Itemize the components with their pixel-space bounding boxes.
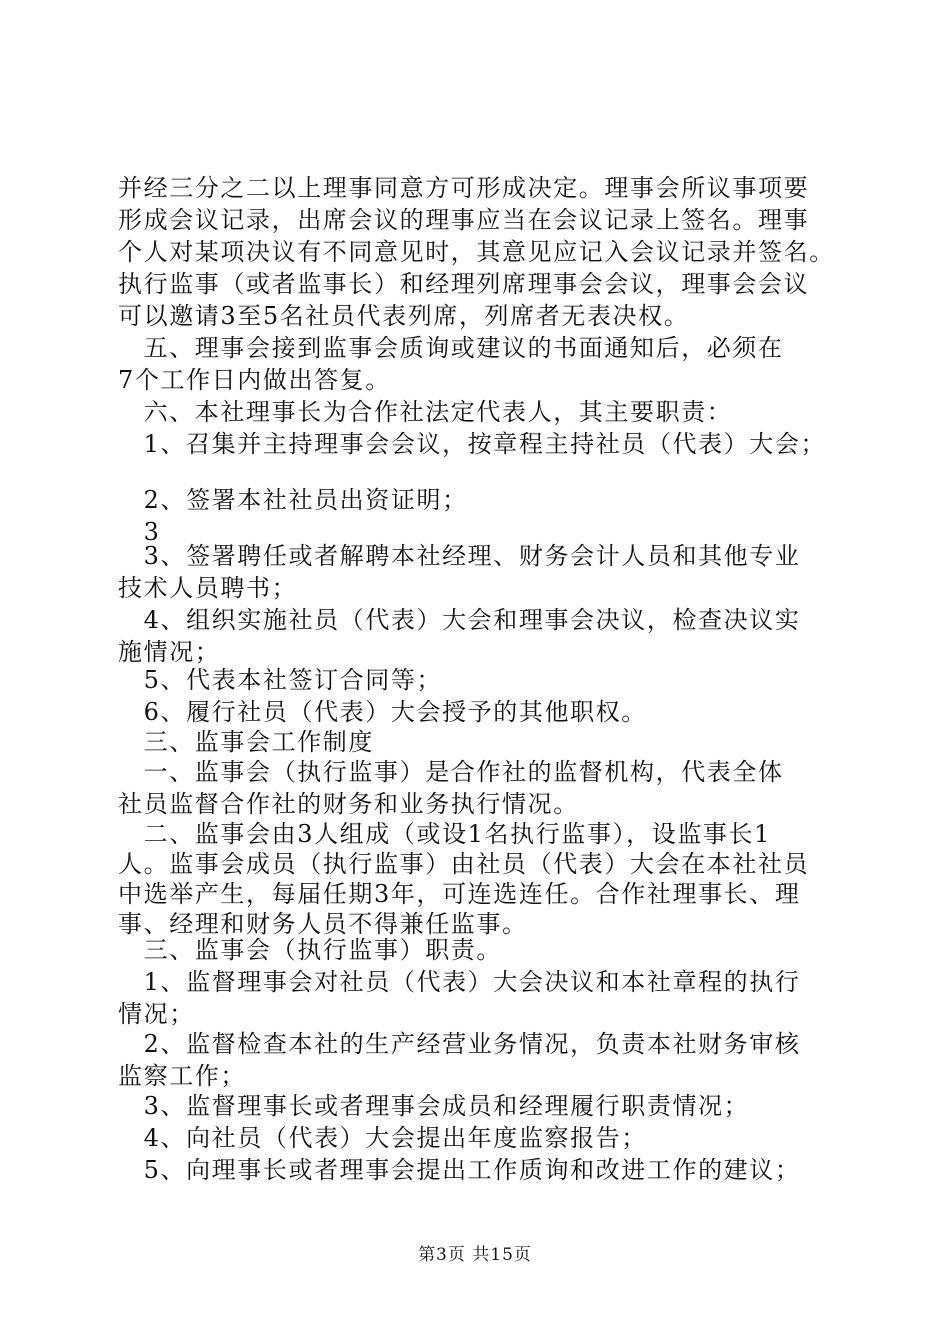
body-line: 形成会议记录，出席会议的理事应当在会议记录上签名。理事 (118, 206, 810, 234)
body-line: 1、监督理事会对社员（代表）大会决议和本社章程的执行 (118, 968, 801, 996)
body-line: 3、监督理事长或者理事会成员和经理履行职责情况； (118, 1092, 750, 1120)
body-line: 2、签署本社社员出资证明； (118, 486, 468, 514)
body-line: 4、组织实施社员（代表）大会和理事会决议，检查决议实 (118, 606, 801, 634)
body-line: 社员监督合作社的财务和业务执行情况。 (118, 790, 579, 818)
body-line: 情况； (118, 1000, 195, 1028)
body-line: 三、监事会（执行监事）职责。 (118, 936, 502, 964)
body-line: 一、监事会（执行监事）是合作社的监督机构，代表全体 (118, 758, 784, 786)
body-line: 5、向理事长或者理事会提出工作质询和改进工作的建议； (118, 1156, 801, 1184)
body-line: 三、监事会工作制度 (118, 728, 374, 756)
body-line: 可以邀请3至5名社员代表列席，列席者无表决权。 (118, 302, 690, 330)
body-line: 施情况； (118, 638, 221, 666)
body-line: 六、本社理事长为合作社法定代表人，其主要职责： (118, 398, 733, 426)
body-line: 执行监事（或者监事长）和经理列席理事会会议，理事会会议 (118, 270, 810, 298)
body-line: 7个工作日内做出答复。 (118, 366, 391, 394)
page-footer: 第3页 共15页 (418, 1245, 532, 1265)
body-line: 中选举产生，每届任期3年，可连选连任。合作社理事长、理 (118, 880, 801, 908)
body-line: 3、签署聘任或者解聘本社经理、财务会计人员和其他专业 (118, 542, 801, 570)
body-line: 5、代表本社签订合同等； (118, 666, 443, 694)
body-line: 4、向社员（代表）大会提出年度监察报告； (118, 1124, 647, 1152)
body-line: 个人对某项决议有不同意见时，其意见应记入会议记录并签名。 (118, 238, 835, 266)
body-line: 3 (118, 518, 161, 546)
body-line: 1、召集并主持理事会会议，按章程主持社员（代表）大会； (118, 430, 827, 458)
body-line: 人。监事会成员（执行监事）由社员（代表）大会在本社社员 (118, 850, 810, 878)
body-line: 事、经理和财务人员不得兼任监事。 (118, 910, 528, 938)
body-line: 技术人员聘书； (118, 574, 298, 602)
body-line: 并经三分之二以上理事同意方可形成决定。理事会所议事项要 (118, 174, 810, 202)
body-line: 2、监督检查本社的生产经营业务情况，负责本社财务审核 (118, 1030, 801, 1058)
body-line: 五、理事会接到监事会质询或建议的书面通知后，必须在 (118, 334, 784, 362)
body-line: 二、监事会由3人组成（或设1名执行监事），设监事长1 (118, 820, 772, 848)
body-line: 6、履行社员（代表）大会授予的其他职权。 (118, 698, 647, 726)
body-line: 监察工作； (118, 1062, 246, 1090)
